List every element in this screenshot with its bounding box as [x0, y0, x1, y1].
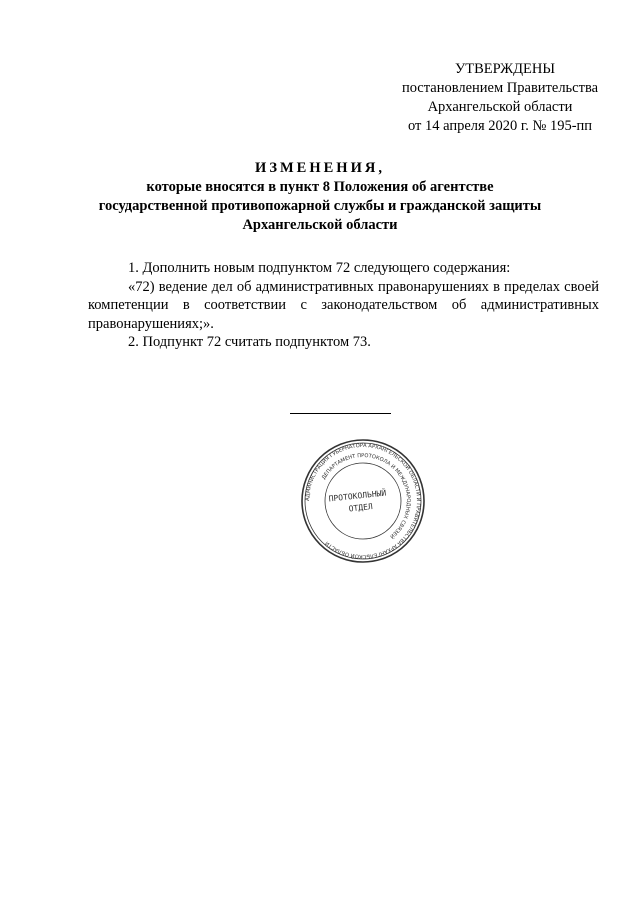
- stamp-center-line2: ОТДЕЛ: [348, 502, 374, 514]
- document-body: [88, 259, 599, 352]
- approval-block: [360, 60, 610, 136]
- title-heading: ИЗМЕНЕНИЯ,: [255, 160, 385, 176]
- stamp-graphic: [298, 436, 428, 566]
- title-line: которые вносятся в пункт 8 Положения об агентстве: [146, 179, 494, 195]
- seal-stamp: [298, 436, 428, 566]
- paragraph: 2. Подпункт 72 считать подпунктом 73.: [128, 334, 371, 350]
- title-line: Архангельской области: [242, 217, 398, 233]
- approval-heading: УТВЕРЖДЕНЫ: [454, 61, 556, 77]
- paragraph: 1. Дополнить новым подпунктом 72 следующего содержания:: [128, 260, 511, 276]
- paragraph: «72) ведение дел об административных правонарушениях в пределах своей компетенции в соответствии с законодательством об административных правонарушениях;».: [88, 278, 599, 332]
- stamp-outer-text: АДМИНИСТРАЦИЯ ГУБЕРНАТОРА АРХАНГЕЛЬСКОЙ ОБЛАСТИ И ПРАВИТЕЛЬСТВА АРХАНГЕЛЬСКОЙ ОБЛАСТИ: [304, 442, 422, 560]
- approval-line: Архангельской области: [427, 99, 573, 115]
- document-title: [60, 159, 580, 235]
- approval-line: постановлением Правительства: [401, 80, 599, 96]
- stamp-inner-text: ДЕПАРТАМЕНТ ПРОТОКОЛА И МЕЖДУНАРОДНЫХ СВЯЗЕЙ: [320, 452, 412, 540]
- stamp-center-line1: ПРОТОКОЛЬНЫЙ: [328, 488, 387, 504]
- title-line: государственной противопожарной службы и гражданской защиты: [98, 198, 542, 214]
- separator-line: [290, 413, 391, 414]
- approval-date-number: от 14 апреля 2020 г. № 195-пп: [407, 118, 593, 134]
